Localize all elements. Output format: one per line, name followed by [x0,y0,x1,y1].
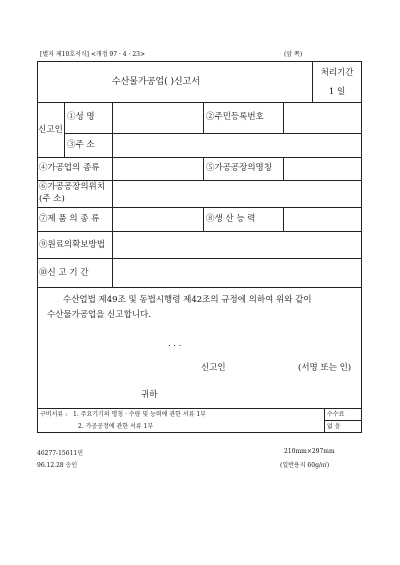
rrn-label: ②주민등록번호 [206,112,264,122]
processing-period-label: 처리기간 [320,68,354,78]
factory-name-label: ⑤가공공장의명칭 [206,163,272,173]
factory-name-field[interactable] [285,159,360,179]
production-capacity-label: ⑧생 산 능 력 [206,214,256,224]
product-type-field[interactable] [114,209,202,230]
rrn-field[interactable] [285,104,360,131]
name-label: ①성 명 [67,112,95,122]
signature-note: (서명 또는 인) [298,363,352,373]
statement-line-2: 수산물가공업을 신고합니다. [47,310,151,320]
factory-address-label: (주 소) [39,194,65,204]
raw-material-label: ⑨원료의확보방법 [39,240,105,250]
attachment-item-2: 2. 가공공정에 관한 서류 1부 [78,423,154,430]
production-capacity-field[interactable] [285,209,360,230]
attachments-label: 구비서류 : [40,411,68,418]
paper-size: 210mm×297mm [284,448,335,455]
paper-type: (일반용지 60g/㎡) [280,462,330,469]
address-label: ③주 소 [67,140,95,150]
applicant-section-label: 신고인 [38,125,63,135]
report-period-field[interactable] [114,260,360,286]
name-field[interactable] [114,104,202,131]
fee-label: 수수료 [327,411,345,418]
report-period-label: ⑩신 고 기 간 [39,268,89,278]
statement-line-1: 수산업법 제49조 및 동법시행령 제42조의 규정에 의하여 위와 같이 [63,295,312,305]
address-field[interactable] [114,135,360,155]
date-placeholder: . . . [168,339,182,349]
recipient-suffix: 귀하 [141,390,158,400]
raw-material-field[interactable] [114,233,360,257]
page-side-label: (앞 쪽) [284,51,303,58]
applicant-signature-label: 신고인 [201,363,226,373]
product-type-label: ⑦제 품 의 종 류 [39,214,100,224]
form-code: 46277-15611민 [37,450,83,457]
processing-type-field[interactable] [114,159,202,179]
fee-value: 없 음 [327,423,341,430]
processing-type-label: ④가공업의 종류 [39,163,100,173]
form-title: 수산물가공업( )신고서 [111,77,201,87]
form-number: [별지 제10호서식] <개정 97 · 4 · 23> [40,51,145,58]
factory-location-label: ⑥가공공장의위치 [39,182,105,192]
factory-location-field[interactable] [114,182,360,206]
processing-period-value: 1 일 [328,87,346,97]
attachment-item-1: 1. 주요기기의 명칭 · 수량 및 능력에 관한 서류 1부 [73,411,206,418]
approval-date: 96.12.28 승인 [37,462,78,469]
